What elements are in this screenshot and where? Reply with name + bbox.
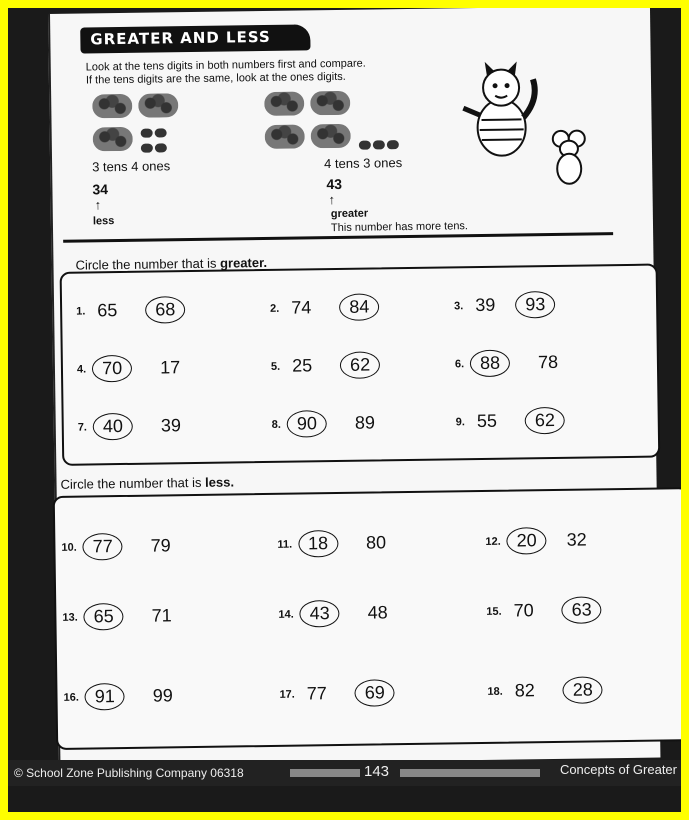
tens-bundle-icon (93, 127, 133, 152)
problem-number: 1. (76, 305, 86, 318)
example-right-arrow: ↑ (328, 192, 336, 208)
answer-choice[interactable]: 74 (291, 297, 312, 318)
tens-bundle-icon (138, 93, 178, 118)
circled-answer[interactable]: 90 (287, 410, 327, 438)
less-instruction-text: Circle the number that is (60, 474, 202, 492)
problem-number: 14. (278, 608, 294, 621)
ones-icon (140, 144, 152, 153)
answer-choice[interactable]: 32 (566, 529, 587, 550)
problem-item (279, 679, 395, 708)
example-left-blocks (89, 89, 240, 157)
circled-answer[interactable]: 18 (298, 530, 338, 558)
answer-choice[interactable]: 48 (367, 602, 388, 623)
problem-item (271, 351, 381, 380)
circled-answer[interactable]: 43 (300, 600, 340, 628)
example-left-arrow: ↑ (94, 197, 102, 213)
less-instruction-keyword: less. (204, 474, 235, 490)
greater-problems-box (60, 264, 661, 466)
answer-choice[interactable]: 80 (365, 532, 387, 553)
problem-item (487, 676, 603, 705)
example-right-note: This number has more tens. (330, 220, 469, 235)
problem-number: 13. (62, 611, 78, 624)
greater-instruction-text: Circle the number that is (75, 255, 217, 273)
answer-choice[interactable]: 39 (160, 415, 182, 436)
problem-item (272, 409, 382, 438)
page-title: GREATER AND LESS (90, 27, 271, 49)
problem-number: 17. (279, 688, 295, 701)
problem-item (486, 596, 602, 625)
tens-bundle-icon (265, 124, 305, 149)
tens-bundle-icon (92, 94, 132, 119)
problem-item (61, 532, 177, 561)
problem-number: 6. (454, 357, 465, 370)
circled-answer[interactable]: 63 (561, 596, 601, 624)
problem-item (277, 529, 392, 558)
less-problems-box (53, 487, 681, 750)
footer-band (290, 769, 360, 777)
problem-item (78, 412, 188, 441)
ones-icon (372, 140, 384, 149)
problem-item (455, 349, 565, 378)
circled-answer[interactable]: 62 (525, 407, 565, 435)
instruction-line-1: Look at the tens digits in both numbers first and compare. (85, 57, 366, 74)
ones-icon (386, 140, 398, 149)
circled-answer[interactable]: 62 (340, 351, 380, 379)
example-left-word: less (92, 215, 115, 228)
ones-icon (154, 143, 166, 152)
circled-answer[interactable]: 40 (93, 413, 133, 441)
less-instruction (60, 474, 234, 491)
answer-choice[interactable]: 89 (354, 412, 376, 433)
example-right-number: 43 (326, 175, 343, 193)
example-right-word: greater (330, 207, 369, 221)
problem-number: 3. (454, 299, 464, 312)
circled-answer[interactable]: 65 (84, 603, 124, 631)
circled-answer[interactable]: 69 (355, 679, 395, 707)
answer-choice[interactable]: 79 (150, 535, 171, 556)
circled-answer[interactable]: 88 (470, 350, 510, 378)
example-right-label: 4 tens 3 ones (324, 155, 403, 172)
problem-number: 10. (61, 541, 77, 554)
tens-bundle-icon (310, 91, 350, 116)
problem-item (270, 293, 380, 322)
answer-choice[interactable]: 25 (291, 355, 313, 376)
page-footer (8, 760, 681, 786)
problem-item (456, 407, 566, 436)
problem-item (278, 599, 394, 628)
instruction-line-2: If the tens digits are the same, look at the ones digits. (85, 70, 346, 87)
problem-number: 8. (271, 418, 282, 431)
mouse-illustration-icon (547, 126, 593, 187)
footer-band (400, 769, 540, 777)
publisher-credit: © School Zone Publishing Company 06318 (14, 766, 244, 780)
problem-number: 7. (77, 420, 88, 434)
answer-choice[interactable]: 65 (97, 300, 118, 321)
instructions (86, 56, 466, 87)
tens-bundle-icon (264, 91, 304, 116)
problem-item (77, 354, 187, 383)
circled-answer[interactable]: 20 (507, 527, 547, 555)
answer-choice[interactable]: 71 (151, 605, 172, 626)
ones-icon (358, 141, 370, 150)
page-number: 143 (364, 763, 390, 780)
greater-instruction-keyword: greater. (219, 254, 268, 271)
photo-background (8, 8, 681, 812)
circled-answer[interactable]: 68 (145, 296, 185, 324)
problem-number: 5. (270, 360, 281, 373)
circled-answer[interactable]: 77 (83, 533, 123, 561)
problem-item (62, 602, 178, 631)
example-left-number: 34 (92, 181, 109, 198)
circled-answer[interactable]: 93 (515, 291, 555, 319)
problem-item (485, 526, 593, 554)
problem-number: 15. (486, 605, 502, 618)
circled-answer[interactable]: 28 (563, 676, 603, 704)
answer-choice[interactable]: 55 (476, 410, 498, 432)
circled-answer[interactable]: 70 (92, 355, 132, 383)
answer-choice[interactable]: 39 (475, 294, 496, 316)
circled-answer[interactable]: 84 (339, 293, 379, 321)
problem-number: 11. (277, 538, 293, 551)
problem-item (76, 296, 186, 325)
circled-answer[interactable]: 91 (85, 683, 125, 711)
example-left-label: 3 tens 4 ones (92, 158, 171, 175)
cat-illustration-icon (461, 59, 542, 160)
ones-group (139, 126, 179, 157)
problem-number: 18. (487, 685, 503, 698)
problem-item (454, 291, 556, 319)
problem-number: 2. (270, 302, 280, 315)
problem-number: 9. (455, 415, 466, 428)
problem-number: 4. (76, 363, 87, 376)
answer-choice[interactable]: 99 (152, 685, 173, 706)
ones-icon (140, 129, 152, 138)
example-right-blocks (261, 86, 462, 155)
series-title: Concepts of Greater (559, 762, 677, 777)
answer-choice[interactable]: 77 (306, 683, 327, 704)
answer-choice[interactable]: 70 (513, 600, 534, 621)
tens-bundle-icon (311, 124, 351, 149)
worksheet-page (48, 8, 660, 766)
answer-choice[interactable]: 78 (537, 351, 559, 373)
problem-number: 16. (63, 691, 79, 704)
ones-icon (154, 128, 166, 137)
answer-choice[interactable]: 82 (514, 680, 535, 701)
title-banner (80, 24, 310, 53)
problem-item (63, 682, 179, 711)
problem-number: 12. (485, 535, 501, 548)
answer-choice[interactable]: 17 (159, 357, 181, 378)
